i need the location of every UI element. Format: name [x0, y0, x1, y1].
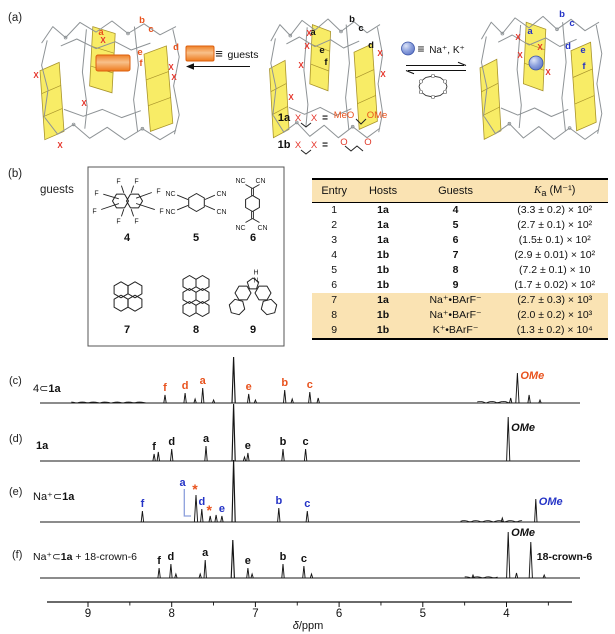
proton-letter-label: c [569, 18, 575, 29]
atom-bond [205, 206, 215, 210]
table-header: Entry [312, 179, 356, 203]
equals-sign: = [322, 140, 328, 151]
table-row [312, 323, 608, 339]
ring [229, 299, 244, 314]
guest-6 [235, 178, 267, 244]
title-segment: 1a [62, 491, 75, 503]
callout-bracket [184, 489, 191, 516]
x-substituent-mark: X [171, 73, 177, 82]
nmr-peak [171, 449, 173, 461]
peak-letter-label: d [168, 436, 176, 448]
table-cell: 2 [331, 218, 338, 231]
proton-letter-label: d [368, 40, 374, 51]
x-substituent-mark: X [168, 63, 174, 72]
cn-bond [246, 185, 253, 189]
guest-rect [96, 55, 130, 71]
title-segment: 1a [36, 440, 49, 452]
ring [235, 286, 251, 300]
guest-7 [114, 282, 142, 336]
nmr-peak [317, 398, 319, 403]
solvent-peak [232, 404, 235, 461]
panel-a-tag: (a) [8, 12, 23, 24]
table-row [312, 218, 608, 233]
nmr-peak [507, 532, 510, 578]
x-substituent-mark: X [81, 99, 87, 108]
cage-strut [596, 25, 602, 134]
cage-with-guest [33, 15, 179, 150]
proton-letter-label: f [582, 61, 586, 72]
proton-letter-label: e [319, 45, 325, 56]
ome-label: OMe [511, 422, 536, 434]
nmr-peak [164, 395, 166, 403]
nmr-peak [215, 515, 217, 522]
host-name: 1b [277, 139, 291, 151]
atom-label: NC [235, 178, 246, 185]
peak-letter-label: f [152, 441, 156, 453]
guests-heading: guests [40, 184, 74, 196]
guest-number: 8 [192, 324, 200, 336]
atom-label: F [116, 178, 121, 186]
baseline-noise [465, 577, 498, 578]
table-header-ka: $K_a$ (M⁻¹) [501, 179, 608, 203]
nmr-peak [304, 449, 306, 461]
guest-9 [229, 270, 276, 337]
ome-label: OMe [520, 370, 545, 382]
crown-o-atom: O [442, 79, 448, 86]
atom-label: N [253, 277, 259, 285]
ion-sphere-legend [402, 42, 415, 55]
guest-4 [92, 179, 163, 245]
peak-letter-label: a [199, 375, 206, 387]
nmr-peak [247, 453, 249, 461]
cn-bond [253, 219, 260, 223]
table-cell: 1b [376, 278, 390, 291]
title-segment: 4⊂ [33, 383, 49, 395]
x-atom: X [310, 113, 318, 124]
bond-vee [301, 150, 311, 154]
ring [189, 194, 205, 212]
proton-letter-label: a [98, 27, 104, 38]
solvent-peak [232, 460, 235, 522]
table-cell: 9 [331, 323, 338, 336]
x-atom: X [310, 140, 318, 151]
table-cell: (2.9 ± 0.01) × 10² [514, 248, 596, 261]
spectrum-tag-e: (e) [9, 486, 23, 498]
impurity-asterisk: * [192, 481, 198, 497]
peak-letter-label: c [304, 498, 311, 510]
peak-letter-label: a [202, 547, 209, 559]
table-cell: 4 [452, 203, 459, 216]
nmr-peak [153, 454, 155, 461]
table-cell: (1.7 ± 0.02) × 10² [514, 278, 596, 291]
table-cell: 1 [331, 203, 338, 216]
atom-label: CN [216, 191, 227, 198]
proton-letter-label: e [580, 45, 586, 56]
equiv-icon: ≡ [417, 42, 425, 56]
proton-letter-label: d [565, 41, 571, 52]
nmr-peak [535, 499, 537, 522]
ome-label: OMe [538, 496, 563, 508]
proton-letter-label: f [139, 58, 143, 69]
guest-number: 6 [249, 232, 257, 244]
guest-8 [183, 276, 209, 337]
equiv-icon: ≡ [215, 46, 223, 61]
nmr-peak [310, 574, 312, 578]
peak-letter-label: e [245, 381, 252, 393]
table-cell: 5 [452, 218, 459, 231]
cage-with-ion [480, 9, 602, 139]
cn-bond [253, 185, 260, 189]
atom-label: F [156, 188, 161, 196]
table-cell: 1a [377, 233, 389, 246]
atom-label: F [94, 190, 99, 198]
atom-bond [121, 186, 123, 193]
table-row [312, 203, 608, 219]
table-cell: 1b [376, 248, 390, 261]
x-substituent-mark: X [517, 51, 523, 60]
peak-letter-label: b [279, 436, 287, 448]
x-atom: X [294, 113, 302, 124]
nmr-peak [282, 564, 284, 578]
atom-bond [177, 205, 188, 210]
nmr-peak [194, 399, 196, 403]
peak-letter-label: e [244, 555, 251, 567]
ions-legend [402, 42, 467, 101]
x-substituent-mark: X [288, 93, 294, 102]
peak-letter-label: e [244, 440, 251, 452]
x-substituent-mark: X [57, 141, 63, 150]
spectrum-d [40, 404, 580, 461]
guest-number: 5 [192, 232, 200, 244]
host-name: 1a [277, 112, 291, 124]
nmr-peak [205, 446, 207, 461]
table-cell: Na⁺•BArF⁻ [429, 308, 482, 321]
x-substituent-mark: X [515, 33, 521, 42]
nmr-peak [199, 574, 201, 578]
proton-letter-label: c [358, 23, 364, 34]
cn-bond [246, 219, 253, 223]
tick-label: 8 [168, 608, 175, 620]
atom-bond [177, 195, 188, 200]
guests-legend [186, 46, 258, 70]
title-segment: + 18-crown-6 [72, 551, 137, 563]
x-substituent-mark: X [33, 71, 39, 80]
substituent-left: MeO [333, 110, 355, 121]
atom-label: NC [235, 225, 246, 232]
nmr-peak [194, 495, 197, 522]
table-cell: (2.7 ± 0.3) × 10³ [517, 293, 593, 306]
substituent-right: OMe [366, 110, 388, 121]
nmr-peak [247, 568, 249, 578]
x-substituent-mark: X [537, 43, 543, 52]
atom-bond [205, 195, 215, 199]
title-segment: 1a [48, 383, 61, 395]
binding-constants-table [312, 178, 608, 340]
table-cell: 7 [331, 293, 338, 306]
ka-table [312, 178, 608, 340]
peak-letter-label: e [218, 503, 225, 515]
equals-sign: = [322, 113, 328, 124]
spectrum-c [40, 357, 580, 403]
table-cell: 4 [331, 248, 338, 261]
crown-o-atom: O [418, 89, 424, 96]
atom-bond [136, 193, 152, 199]
atom-bond [131, 209, 133, 216]
proton-letter-label: b [349, 14, 355, 25]
peak-letter-label: b [279, 551, 287, 563]
peak-letter-label: b [281, 377, 289, 389]
table-cell: 1b [376, 323, 390, 336]
spectrum-e [40, 460, 580, 522]
atom-label: NC [165, 209, 176, 216]
nmr-peak [507, 417, 510, 461]
ring [246, 196, 260, 212]
table-cell: (7.2 ± 0.1) × 10 [518, 263, 591, 276]
proton-letter-label: a [527, 26, 533, 37]
substituent-left: O [340, 137, 348, 148]
substituent-right: O [364, 137, 372, 148]
guest-number: 9 [249, 324, 257, 336]
table-row [312, 308, 608, 323]
ring [261, 299, 276, 314]
guest-number: 7 [123, 324, 131, 336]
spectrum-tag-f: (f) [12, 549, 23, 561]
atom-label: CN [257, 225, 268, 232]
title-segment: Na⁺⊂ [33, 551, 61, 563]
table-cell: 7 [452, 248, 459, 261]
table-row [312, 278, 608, 293]
x-axis-title: δ/ppm [292, 620, 324, 632]
x-substituent-mark: X [304, 42, 310, 51]
table-cell: (3.3 ± 0.2) × 10² [517, 203, 593, 216]
spectrum-tag-d: (d) [9, 433, 23, 445]
spectrum-title-f [33, 551, 137, 563]
atom-label: F [134, 218, 139, 226]
atom-label: H [253, 269, 259, 277]
spectrum-title-e [33, 490, 74, 503]
nmr-peak [291, 399, 293, 403]
panel-b-tag: (b) [8, 168, 23, 180]
peak-letter-label: d [167, 551, 175, 563]
nmr-spectra [40, 357, 592, 632]
x-substituent-mark: X [100, 36, 106, 45]
proton-letter-label: e [137, 47, 143, 58]
nmr-peak [515, 573, 517, 578]
atom-label: CN [216, 209, 227, 216]
x-atom: X [294, 140, 302, 151]
atom-label: F [116, 218, 121, 226]
x-substituent-mark: X [545, 68, 551, 77]
proton-letter-label: c [148, 24, 154, 35]
guest-5 [165, 191, 226, 244]
table-cell: K⁺•BArF⁻ [432, 323, 479, 336]
nmr-peak [306, 511, 308, 522]
left-arrow-head [186, 63, 194, 70]
table-cell: 6 [452, 233, 459, 246]
crown-o-atom: O [430, 74, 436, 80]
cage-strut [64, 109, 141, 117]
ome-label: OMe [511, 527, 536, 539]
table-row [312, 248, 608, 263]
anthracene-panel [144, 46, 173, 131]
proton-letter-label: b [559, 9, 565, 20]
atom-label: CN [255, 178, 266, 185]
table-cell: 9 [452, 278, 459, 291]
nmr-peak [141, 511, 143, 522]
tick-label: 6 [335, 608, 343, 620]
nmr-peak [278, 508, 280, 522]
spectrum-title-c [33, 382, 61, 395]
nmr-peak [248, 394, 250, 403]
peak-letter-label: c [302, 436, 309, 448]
table-cell: Na⁺•BArF⁻ [429, 293, 482, 306]
crown-ether [419, 74, 448, 101]
x-substituent-mark: X [298, 61, 304, 70]
nmr-peak [251, 574, 253, 578]
table-cell: 3 [331, 233, 338, 246]
impurity-asterisk: * [206, 502, 212, 518]
peak-letter-label: a [202, 433, 210, 445]
solvent-peak [231, 540, 234, 578]
nmr-peak [157, 452, 159, 461]
tick-label: 7 [252, 608, 259, 620]
host-definition-1b [278, 137, 372, 154]
cage-strut [134, 27, 139, 132]
table-cell: 1b [376, 263, 390, 276]
panel-b-guests-box [88, 167, 284, 346]
table-cell: 1a [377, 218, 389, 231]
table-cell: 6 [331, 278, 338, 291]
peak-letter-label: d [181, 380, 189, 392]
nmr-peak [204, 560, 206, 578]
guests-legend-label: guests [227, 49, 259, 61]
table-cell: (1.3 ± 0.2) × 10⁴ [516, 323, 593, 336]
atom-label: F [159, 208, 164, 216]
table-header: Guests [410, 179, 502, 203]
ions-legend-label: Na⁺, K⁺ [429, 45, 465, 56]
atom-label: F [134, 178, 139, 186]
nmr-peak [175, 574, 177, 578]
nmr-peak [309, 392, 311, 403]
table-cell: 1a [377, 293, 389, 306]
ring [255, 286, 271, 300]
tick-label: 5 [419, 608, 427, 620]
nmr-peak [303, 566, 305, 578]
crown-o-atom: O [442, 89, 448, 96]
table-header-row [312, 179, 608, 203]
title-segment: Na⁺⊂ [33, 491, 63, 503]
peak-letter-label: f [140, 498, 145, 510]
table-cell: 8 [331, 308, 338, 321]
peak-letter-label: a [179, 477, 186, 489]
guest-number: 4 [123, 232, 131, 244]
x-substituent-mark: X [377, 49, 383, 58]
tick-label: 9 [84, 608, 92, 620]
guest-rect-legend [186, 46, 214, 61]
nmr-peak [170, 564, 172, 578]
x-substituent-mark: X [380, 70, 386, 79]
crown-o-atom: O [430, 95, 436, 101]
table-cell: 1a [377, 203, 389, 216]
table-cell: (1.5± 0.1) × 10² [518, 233, 591, 246]
peak-letter-label: f [163, 382, 167, 394]
nmr-peak [201, 509, 203, 522]
proton-letter-label: d [173, 42, 179, 53]
nmr-peak [202, 388, 204, 403]
atom-bond [131, 186, 133, 193]
x-axis [47, 602, 572, 632]
proton-letter-label: b [139, 15, 145, 26]
atom-bond [121, 209, 123, 216]
table-row [312, 263, 608, 278]
table-header: Hosts [356, 179, 409, 203]
peak-letter-label: c [306, 379, 313, 391]
table-cell: (2.0 ± 0.2) × 10³ [517, 308, 593, 321]
spectrum-tag-c: (c) [9, 375, 22, 387]
x-substituent-mark: X [306, 29, 312, 38]
cage-strut [562, 22, 566, 131]
peak-letter-label: c [300, 553, 308, 565]
table-cell: 1b [376, 308, 390, 321]
cage-strut [501, 108, 568, 117]
panel-a-scheme [33, 9, 601, 154]
ion-sphere [529, 56, 543, 70]
atom-label: NC [165, 191, 176, 198]
nmr-peak [510, 398, 512, 403]
nmr-peak [184, 393, 186, 403]
nmr-peak [243, 457, 245, 461]
peak-letter-label: d [198, 496, 206, 508]
table-cell: (2.7 ± 0.1) × 10² [517, 218, 593, 231]
table-cell: 8 [452, 263, 459, 276]
crown-o-atom: O [418, 79, 424, 86]
nmr-peak [158, 568, 160, 578]
nmr-peak [221, 516, 223, 522]
proton-letter-label: f [324, 57, 328, 68]
peak-letter-label: f [157, 555, 161, 567]
tick-label: 4 [503, 608, 510, 620]
table-row [312, 233, 608, 248]
proton-letter-label: a [310, 27, 316, 38]
crown-peak-label: 18-crown-6 [536, 551, 593, 563]
nmr-peak [284, 390, 286, 403]
title-segment: 1a [60, 551, 73, 563]
peak-letter-label: b [275, 495, 283, 507]
atom-label: F [92, 208, 97, 216]
nmr-peak [516, 373, 519, 403]
spectrum-title-d [36, 440, 48, 452]
nmr-peak [528, 395, 530, 403]
table-cell: 5 [331, 263, 338, 276]
table-row [312, 293, 608, 308]
nmr-peak [282, 449, 284, 461]
solvent-peak [232, 357, 235, 403]
nmr-peak [529, 542, 532, 578]
